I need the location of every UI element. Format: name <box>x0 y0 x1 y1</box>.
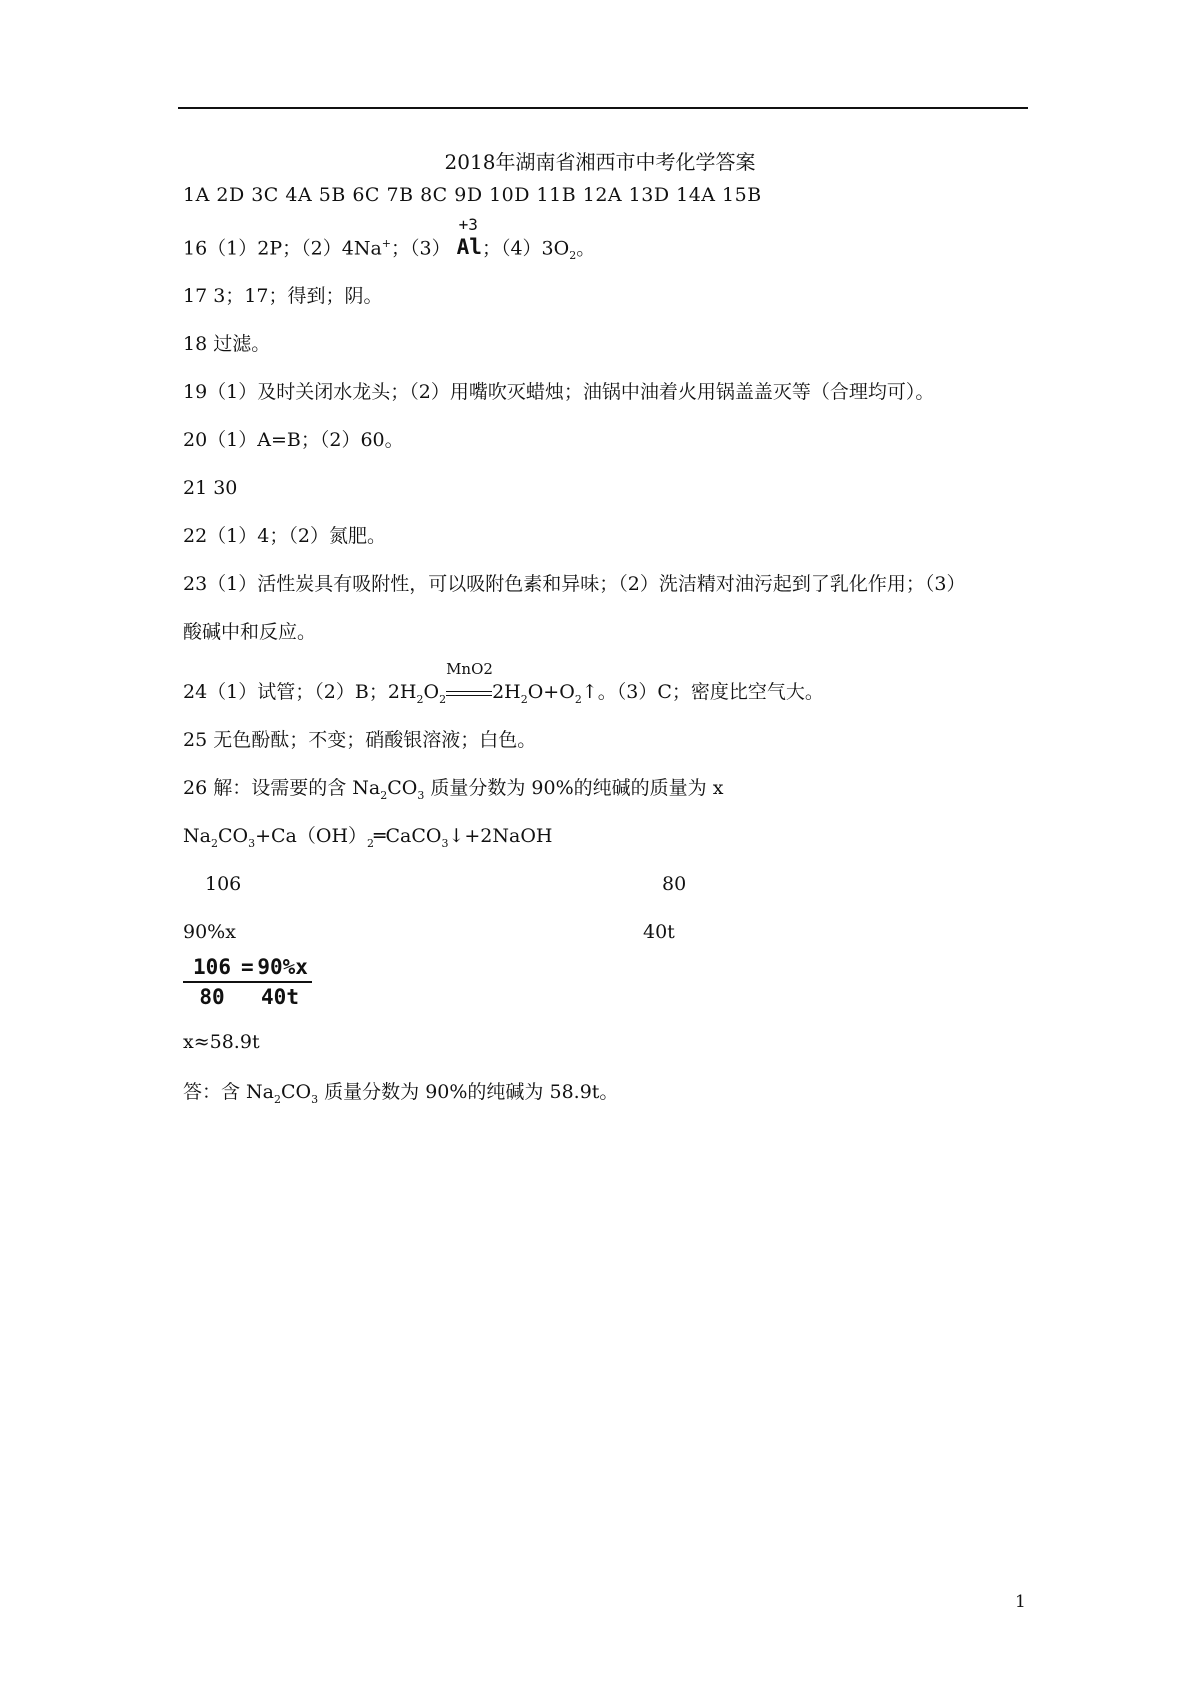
fraction-numerator-left: 106 <box>183 955 241 983</box>
chemical-equation: $Na_2CO_3+Ca(OH)_2═CaCO_3↓+2NaOH$ <box>183 825 553 850</box>
multiple-choice-answers: 1A 2D 3C 4A 5B 6C 7B 8C 9D 10D 11B 12A 13D 14A 15B <box>183 184 762 206</box>
answer-18: 18 过滤。 <box>183 333 271 355</box>
header-rule <box>178 107 1028 109</box>
molar-mass-na2co3: 106 <box>205 873 242 895</box>
answer-21: 21 30 <box>183 477 238 499</box>
proportion-fraction <box>183 955 312 1009</box>
value-90x: 90%x <box>183 921 236 943</box>
reaction-condition: MnO2 <box>446 680 492 704</box>
answer-23-line-1: 23（1）活性炭具有吸附性，可以吸附色素和异味；（2）洗洁精对油污起到了乳化作用；（3） <box>183 573 966 595</box>
answer-26-intro: 26 解：设需要的含 $Na_2CO_3$ 质量分数为 90%的纯碱的质量为 x <box>183 777 724 802</box>
aluminum-oxidation-state: +3 Al <box>456 215 482 260</box>
fraction-equals: = <box>241 955 254 983</box>
final-answer: 答：含 $Na_2CO_3$ 质量分数为 90%的纯碱为 58.9t。 <box>183 1081 619 1106</box>
answer-24: 24（1）试管；（2）B；$2H_2O_2$ MnO2 $2H_2O+O_2↑$。（3）C；密度比空气大。 <box>183 660 824 706</box>
page-number: 1 <box>1015 1592 1026 1612</box>
value-40t: 40t <box>643 921 675 943</box>
answer-23-line-2: 酸碱中和反应。 <box>183 621 317 643</box>
fraction-denominator-right: 40t <box>261 985 299 1009</box>
result-x: x≈58.9t <box>183 1031 260 1053</box>
answer-22: 22（1）4；（2）氮肥。 <box>183 525 386 547</box>
answer-16: 16（1）2P；（2）4Na+；（3） +3 Al；$(4)3O_2$。 <box>183 215 596 263</box>
answer-20: 20（1）A=B；（2）60。 <box>183 429 404 451</box>
equals-bar <box>446 691 492 696</box>
molar-mass-naoh: 80 <box>662 873 687 895</box>
page-title: 2018年湖南省湘西市中考化学答案 <box>444 150 756 174</box>
fraction-denominator-left: 80 <box>199 985 225 1009</box>
fraction-numerator-right: 90%x <box>254 955 312 983</box>
answer-17: 17 3；17；得到；阴。 <box>183 285 383 307</box>
answer-19: 19（1）及时关闭水龙头；（2）用嘴吹灭蜡烛；油锅中油着火用锅盖盖灭等（合理均可）。 <box>183 381 935 403</box>
answer-25: 25 无色酚酞；不变；硝酸银溶液；白色。 <box>183 729 537 751</box>
